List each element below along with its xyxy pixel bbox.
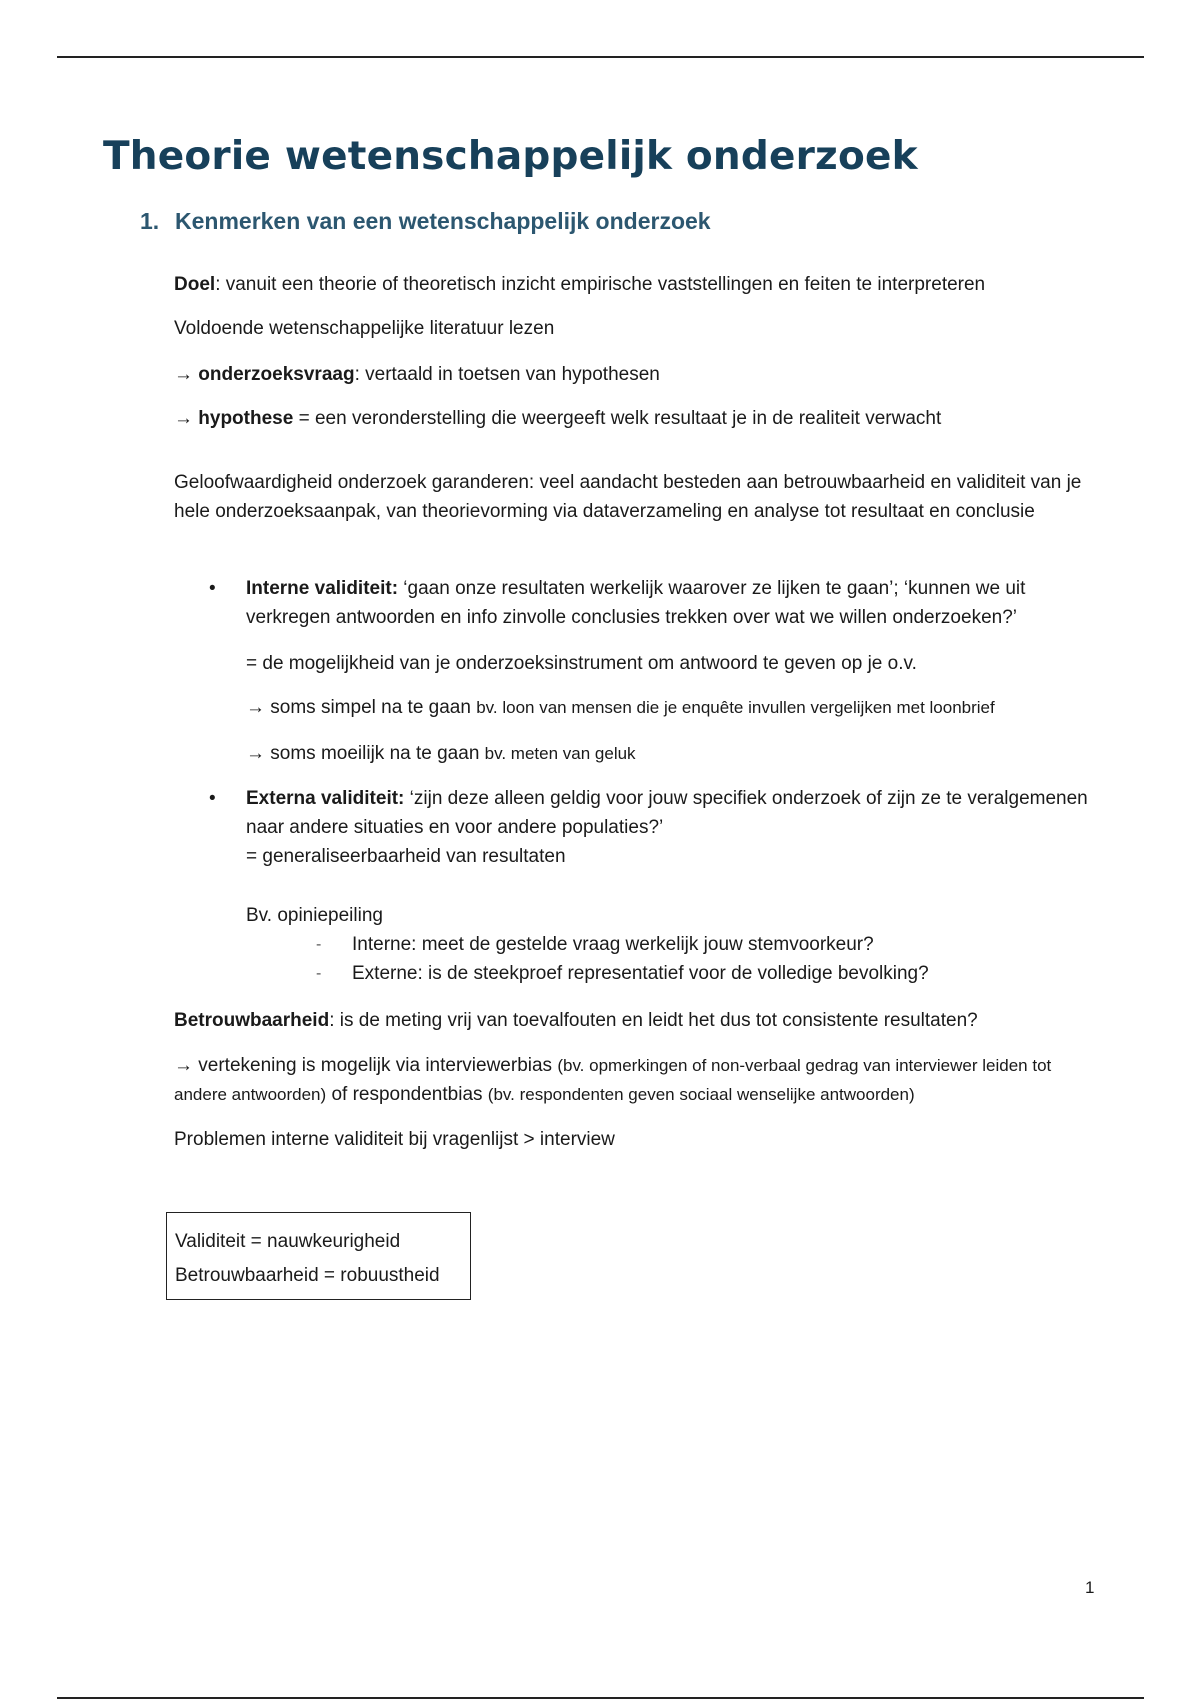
voorbeeld-label: Bv. opiniepeiling (246, 905, 383, 926)
geloofwaardigheid-paragraph: Geloofwaardigheid onderzoek garanderen: veel aandacht besteden aan betrouwbaarheid en validiteit van je hele onderzoeksaanpak, van theorievorming via dataverzameling en analyse tot resultaat en conclusie (174, 472, 1082, 522)
interne-definition: = de mogelijkheid van je onderzoeksinstrument om antwoord te geven op je o.v. (246, 653, 917, 674)
interne-simpel (246, 693, 995, 722)
doel-label: Doel (174, 274, 216, 295)
externe-definition: = generaliseerbaarheid van resultaten (246, 846, 566, 867)
section-heading (140, 208, 711, 235)
onderzoeksvraag-paragraph (174, 360, 660, 389)
problemen-paragraph: Problemen interne validiteit bij vragenlijst > interview (174, 1129, 615, 1150)
header-rule (57, 56, 1144, 58)
interne-text: ‘gaan onze resultaten werkelijk waarover ze lijken te gaan’; ‘kunnen we uit verkregen antwoorden en info zinvolle conclusies trekken over wat we willen onderzoeken?’ (246, 578, 1026, 628)
hypothese-label: hypothese (198, 408, 294, 429)
page-title: Theorie wetenschappelijk onderzoek (103, 134, 918, 179)
respondentbias-text: of respondentbias (326, 1084, 488, 1105)
simpel-text: → soms simpel na te gaan (246, 697, 477, 718)
betrouwbaarheid-paragraph (174, 1006, 978, 1035)
doel-text: : vanuit een theorie of theoretisch inzicht empirische vaststellingen en feiten te interpreteren (215, 274, 986, 295)
bullet-icon: • (209, 578, 216, 599)
vertekening-text: → vertekening is mogelijk via interviewerbias (174, 1055, 558, 1076)
voorbeeld-item: Externe: is de steekproef representatief voor de volledige bevolking? (352, 963, 929, 984)
bullet-icon: • (209, 788, 216, 809)
summary-validiteit: Validiteit = nauwkeurigheid (175, 1231, 401, 1252)
arrow-icon: → (174, 364, 199, 385)
hypothese-text: = een veronderstelling die weergeeft welk resultaat je in de realiteit verwacht (293, 408, 942, 429)
literatuur-paragraph: Voldoende wetenschappelijke literatuur lezen (174, 318, 555, 339)
doel-paragraph (174, 270, 985, 299)
vertekening-paragraph (174, 1051, 1084, 1109)
voorbeeld-item: Interne: meet de gestelde vraag werkelijk jouw stemvoorkeur? (352, 934, 874, 955)
simpel-example: bv. loon van mensen die je enquête invullen vergelijken met loonbrief (476, 698, 995, 717)
dash-icon: - (316, 965, 322, 982)
hypothese-paragraph (174, 404, 941, 433)
externe-text: ‘zijn deze alleen geldig voor jouw specifiek onderzoek of zijn ze te veralgemenen naar andere situaties en voor andere populaties?’ (246, 788, 1088, 838)
interne-moeilijk (246, 739, 636, 768)
interne-label: Interne validiteit: (246, 578, 399, 599)
summary-box (166, 1212, 471, 1300)
betrouwbaarheid-label: Betrouwbaarheid (174, 1010, 330, 1031)
respondentbias-example: (bv. respondenten geven sociaal wenselijke antwoorden) (487, 1085, 915, 1104)
onderzoeksvraag-label: onderzoeksvraag (198, 364, 355, 385)
onderzoeksvraag-text: : vertaald in toetsen van hypothesen (354, 364, 660, 385)
externe-validiteit-item (246, 784, 1096, 842)
summary-betrouwbaarheid: Betrouwbaarheid = robuustheid (175, 1265, 440, 1286)
interne-validiteit-item (246, 574, 1096, 632)
betrouwbaarheid-text: : is de meting vrij van toevalfouten en leidt het dus tot consistente resultaten? (329, 1010, 978, 1031)
moeilijk-example: bv. meten van geluk (484, 744, 636, 763)
moeilijk-text: → soms moeilijk na te gaan (246, 743, 485, 764)
footer-rule (57, 1697, 1144, 1699)
interviewerbias-example: (bv. opmerkingen of non-verbaal gedrag van interviewer leiden tot andere antwoorden) (174, 1056, 1052, 1104)
externe-label: Externa validiteit: (246, 788, 405, 809)
dash-icon: - (316, 936, 322, 953)
section-title: Kenmerken van een wetenschappelijk onderzoek (175, 208, 711, 234)
section-number: 1. (140, 208, 160, 234)
page-number: 1 (1085, 1578, 1095, 1597)
arrow-icon: → (174, 408, 199, 429)
